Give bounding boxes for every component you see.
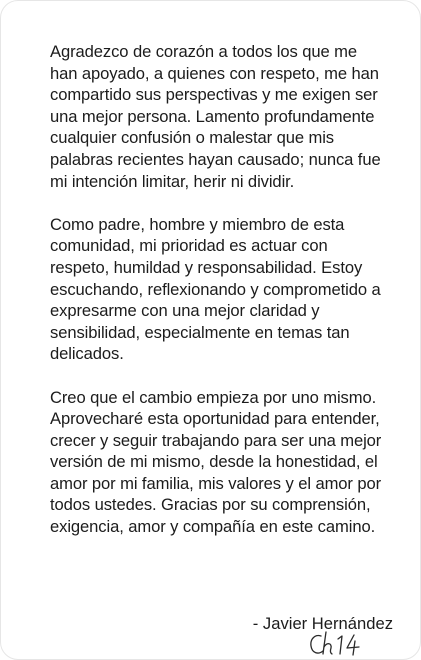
signature-name: - Javier Hernández xyxy=(252,614,393,633)
statement-paragraph-2: Como padre, hombre y miembro de esta comunidad, mi prioridad es actuar con respeto, humildad y responsabilidad. Estoy escuchando, reflexionando y comprometido a expresarme con una mejor claridad y sensibilidad, especialmente en temas tan delicados. xyxy=(50,214,381,364)
statement-paragraph-3: Creo que el cambio empieza por uno mismo. Aprovecharé esta oportunidad para entender, crecer y seguir trabajando para ser una mejor versión de mi mismo, desde la honestidad, el amor por mi familia, mis valores y el amor por todos ustedes. Gracias por su comprensión, exigencia, amor y compañía en este camino. xyxy=(50,387,382,537)
handwritten-signature xyxy=(307,629,369,659)
statement-paragraph-1: Agradezco de corazón a todos los que me han apoyado, a quienes con respeto, me han compartido sus perspectivas y me exigen ser una mejor persona. Lamento profundamente cualquier confusión o malestar que mis palabras recientes hayan causado; nunca fue mi intención limitar, herir ni dividir. xyxy=(50,42,381,191)
statement-body xyxy=(50,41,385,538)
